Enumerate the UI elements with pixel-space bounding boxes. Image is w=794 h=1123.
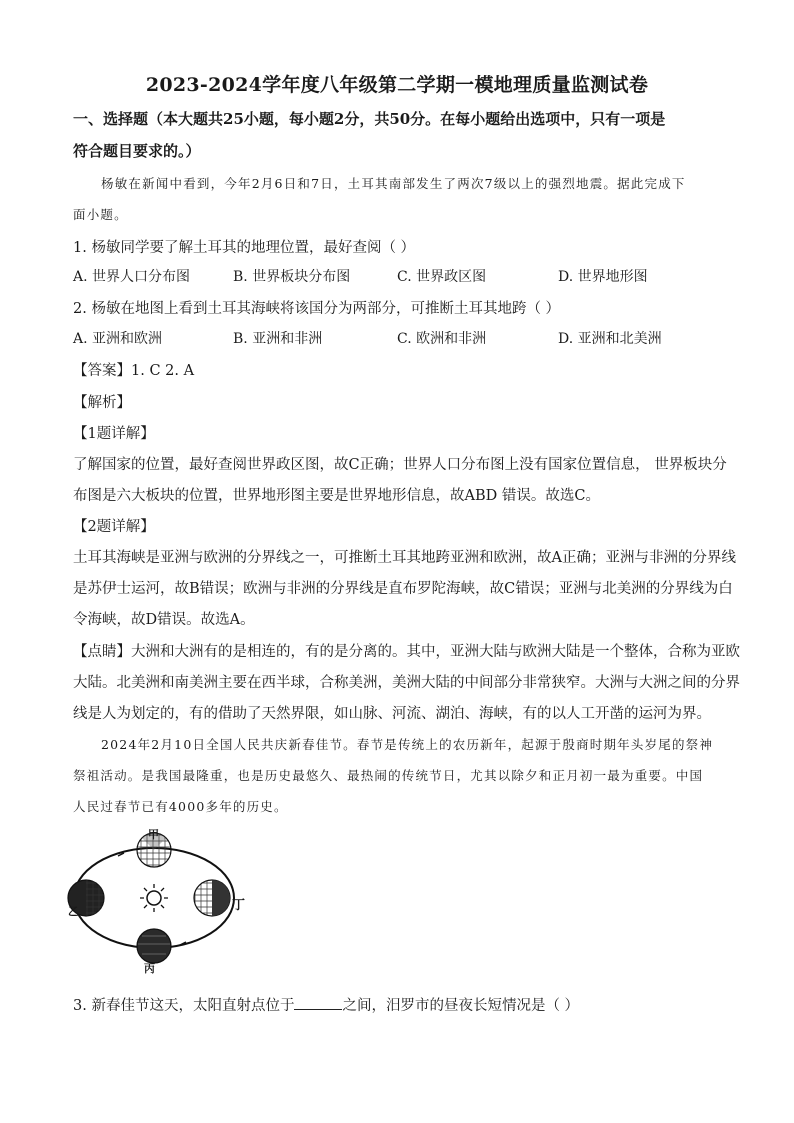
note-line3: 线是人为划定的，有的借助了天然界限，如山脉、河流、湖泊、海峡，有的以人工开凿的运河为界。 [73,706,711,722]
earth-bing-icon [137,929,171,963]
question-2-option-b: B. 亚洲和非洲 [233,331,323,347]
passage1-line2: 面小题。 [73,207,128,222]
passage2-line1: 2024年2月10日全国人民共庆新春佳节。春节是传统上的农历新年，起源于殷商时期年头岁尾的祭神 [101,737,714,752]
detail-1-tag: 【1题详解】 [73,426,155,442]
earth-orbit-figure [66,826,246,976]
answer-tag: 【答案】 [73,363,131,379]
answer-text: 1. C 2. A [131,363,195,379]
detail-1-line2: 布图是六大板块的位置，世界地形图主要是世界地形信息，故ABD 错误。故选C。 [73,488,600,504]
passage2-line3: 人民过春节已有4000多年的历史。 [73,799,288,814]
question-2-option-d: D. 亚洲和北美洲 [558,331,662,347]
answer-line [73,359,194,380]
note-text-line1: 大洲和大洲有的是相连的，有的是分离的。其中，亚洲大陆与欧洲大陆是一个整体，合称为亚欧 [131,644,740,660]
question-2-option-a: A. 亚洲和欧洲 [73,331,163,347]
question-3-stem [73,994,579,1015]
passage2-line2: 祭祖活动。是我国最隆重，也是历史最悠久、最热闹的传统节日，尤其以除夕和正月初一最为重要。中国 [73,768,704,783]
detail-2-line2: 是苏伊士运河，故B错误；欧洲与非洲的分界线是直布罗陀海峡，故C错误；亚洲与北美洲的分界线为白 [73,581,733,597]
detail-2-line3: 令海峡，故D错误。故选A。 [73,612,255,628]
detail-2-tag: 【2题详解】 [73,519,155,535]
question-1-option-a: A. 世界人口分布图 [73,269,191,285]
earth-ding-icon [194,880,230,916]
question-1-option-c: C. 世界政区图 [397,269,487,285]
question-1-stem: 1. 杨敏同学要了解土耳其的地理位置，最好查阅（ ） [73,240,416,256]
label-yi: 乙 [68,905,79,918]
question-2-option-c: C. 欧洲和非洲 [397,331,487,347]
label-jia: 甲 [148,828,159,841]
question-1-option-b: B. 世界板块分布图 [233,269,351,285]
page-title: 2023-2024学年度八年级第二学期一模地理质量监测试卷 [145,74,649,96]
passage1-line1: 杨敏在新闻中看到，今年2月6日和7日，土耳其南部发生了两次7级以上的强烈地震。据此完成下 [101,176,686,191]
note-tag: 【点睛】 [73,644,131,660]
section-heading-line1: 一、选择题（本大题共25小题，每小题2分，共50分。在每小题给出选项中，只有一项是 [73,110,666,128]
section-heading-line2: 符合题目要求的。） [73,142,201,160]
analysis-tag: 【解析】 [73,395,131,411]
note-line2: 大陆。北美洲和南美洲主要在西半球，合称美洲，美洲大陆的中间部分非常狭窄。大洲与大洲之间的分界 [73,675,740,691]
question-3-stem-part2: 之间，汨罗市的昼夜长短情况是（ ） [342,998,580,1014]
label-ding: 丁 [232,898,246,913]
question-3-blank [294,997,342,1010]
question-1-option-d: D. 世界地形图 [558,269,648,285]
question-3-stem-part1: 3. 新春佳节这天，太阳直射点位于 [73,998,295,1014]
sun-icon [140,884,168,912]
note-line1 [73,640,740,661]
detail-1-line1: 了解国家的位置，最好查阅世界政区图，故C正确；世界人口分布图上没有国家位置信息， 世界板块分 [73,457,727,473]
detail-2-line1: 土耳其海峡是亚洲与欧洲的分界线之一，可推断土耳其地跨亚洲和欧洲，故A正确；亚洲与非洲的分界线 [73,550,736,566]
label-bing: 丙 [144,962,155,975]
question-2-stem: 2. 杨敏在地图上看到土耳其海峡将该国分为两部分，可推断土耳其地跨（ ） [73,301,561,317]
